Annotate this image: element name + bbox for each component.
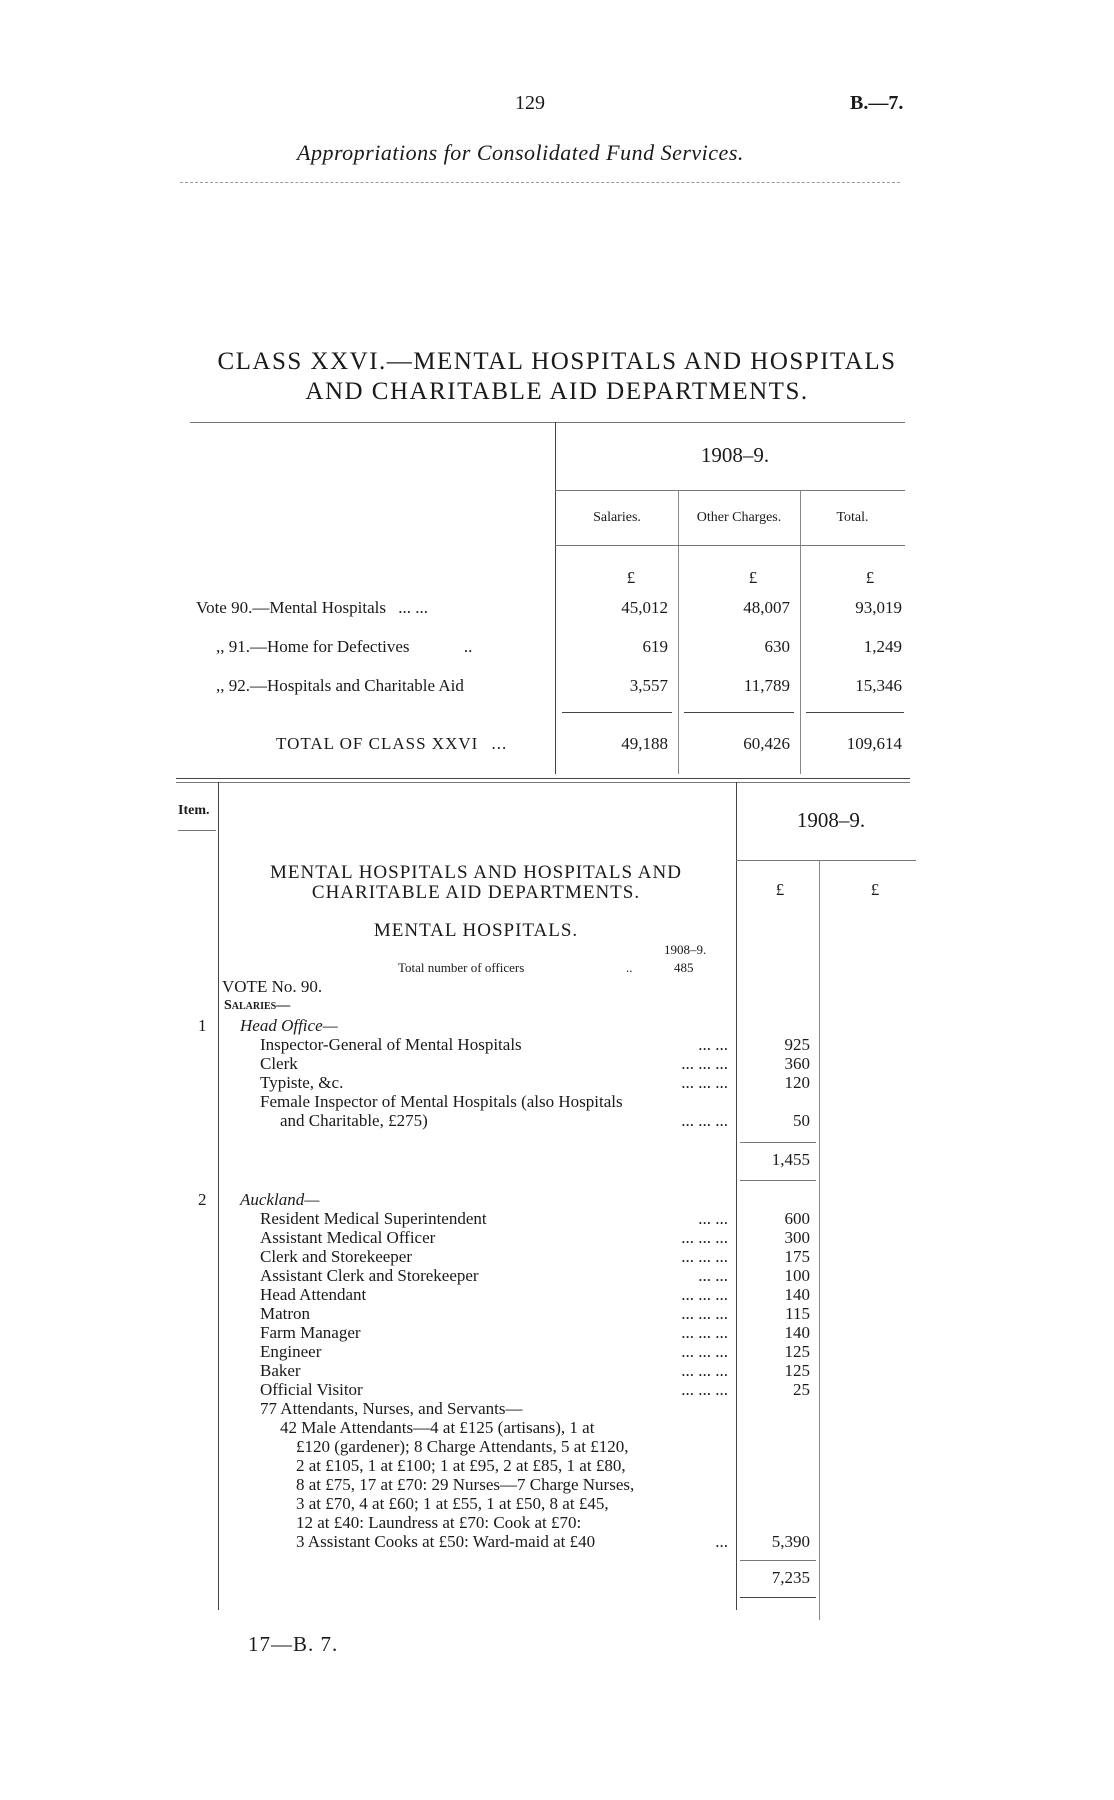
summary-row-vote-91 — [216, 637, 472, 657]
item1-subtotal: 1,455 — [771, 1150, 810, 1169]
detail-amount-subdivider — [819, 860, 820, 1620]
item1-leader: ... ... ... — [681, 1054, 728, 1073]
class-title-line2: AND CHARITABLE AID DEPARTMENTS. — [305, 378, 809, 405]
detail-currency-1: £ — [775, 880, 785, 899]
attendants-line: 8 at £75, 17 at £70: 29 Nurses—7 Charge Nurses, — [296, 1475, 635, 1494]
item2-line: Resident Medical Superintendent — [260, 1209, 487, 1228]
salaries-heading: Salaries— — [224, 998, 291, 1013]
summary-year-rule — [555, 490, 905, 491]
summary-row-total: 93,019 — [855, 598, 902, 617]
department-title-line1: MENTAL HOSPITALS AND HOSPITALS AND — [270, 862, 682, 883]
summary-total-total: 109,614 — [846, 734, 902, 753]
item2-amount: 100 — [784, 1266, 810, 1285]
detail-top-rule-2 — [176, 782, 910, 783]
item2-amount: 140 — [784, 1285, 810, 1304]
summary-row-leader: ... ... — [398, 598, 428, 617]
vote-number: VOTE No. 90. — [222, 977, 323, 996]
currency-salaries: £ — [626, 568, 636, 587]
item-column-header: Item. — [178, 803, 210, 818]
item2-leader: ... ... — [698, 1209, 728, 1228]
attendants-line: 42 Male Attendants—4 at £125 (artisans), 1 at — [280, 1418, 595, 1437]
summary-year-header: 1908–9. — [700, 443, 770, 467]
item2-leader: ... ... ... — [681, 1342, 728, 1361]
summary-divider — [555, 422, 556, 774]
item2-line: Clerk and Storekeeper — [260, 1247, 412, 1266]
item2-amount: 140 — [784, 1323, 810, 1342]
item2-line: Engineer — [260, 1342, 322, 1361]
item1-line: Clerk — [260, 1054, 298, 1073]
item1-amount: 50 — [793, 1111, 810, 1130]
item2-line: Matron — [260, 1304, 311, 1323]
summary-row-other: 630 — [764, 637, 790, 656]
department-title-line2: CHARITABLE AID DEPARTMENTS. — [311, 882, 641, 903]
summary-total-other: 60,426 — [743, 734, 790, 753]
attendants-line: 2 at £105, 1 at £100; 1 at £95, 2 at £85, 1 at £80, — [296, 1456, 626, 1475]
signature-mark: 17—B. 7. — [248, 1632, 339, 1656]
item2-line: Assistant Medical Officer — [260, 1228, 436, 1247]
item1-leader: ... ... ... — [681, 1073, 728, 1092]
attendants-line: £120 (gardener); 8 Charge Attendants, 5 at £120, — [296, 1437, 629, 1456]
summary-row-label: ,, 91.—Home for Defectives — [216, 637, 410, 656]
item1-line: and Charitable, £275) — [280, 1111, 428, 1130]
item2-amount: 125 — [784, 1361, 810, 1380]
item-heading-auckland: Auckland— — [240, 1190, 320, 1209]
item-number-1: 1 — [198, 1016, 207, 1035]
item1-subtotal-bottom-rule — [740, 1180, 816, 1181]
item2-leader: ... ... ... — [681, 1361, 728, 1380]
attendants-line: 12 at £40: Laundress at £70: Cook at £70: — [296, 1513, 582, 1532]
sum-rule-total — [806, 712, 904, 713]
summary-row-total: 15,346 — [855, 676, 902, 695]
summary-row-vote-90 — [196, 598, 428, 618]
summary-row-vote-92 — [216, 676, 464, 696]
header-rule — [180, 182, 900, 183]
attendants-heading: 77 Attendants, Nurses, and Servants— — [260, 1399, 523, 1418]
item2-subtotal: 7,235 — [771, 1568, 810, 1587]
item2-amount: 600 — [784, 1209, 810, 1228]
item1-amount: 120 — [784, 1073, 810, 1092]
sum-rule-salaries — [562, 712, 672, 713]
item1-leader: ... ... — [698, 1035, 728, 1054]
page-subtitle: Appropriations for Consolidated Fund Services. — [297, 140, 744, 165]
item1-amount: 360 — [784, 1054, 810, 1073]
attendants-amount: 5,390 — [771, 1532, 810, 1551]
item1-amount: 925 — [784, 1035, 810, 1054]
item2-amount: 300 — [784, 1228, 810, 1247]
page-number: 129 — [515, 92, 545, 114]
attendants-line: 3 Assistant Cooks at £50: Ward-maid at £40 — [296, 1532, 596, 1551]
summary-total-row — [276, 734, 507, 754]
detail-item-column-divider — [218, 782, 219, 1610]
item2-amount: 115 — [785, 1304, 810, 1323]
col-header-total: Total. — [836, 510, 869, 525]
detail-year-header: 1908–9. — [796, 808, 866, 832]
item1-line: Typiste, &c. — [260, 1073, 344, 1092]
item2-leader: ... ... ... — [681, 1285, 728, 1304]
section-title: MENTAL HOSPITALS. — [373, 920, 579, 941]
summary-total-leader: ... — [491, 734, 508, 753]
currency-total: £ — [865, 568, 875, 587]
summary-row-total: 1,249 — [863, 637, 902, 656]
officers-year: 1908–9. — [664, 942, 707, 957]
item1-line: Female Inspector of Mental Hospitals (also Hospitals — [260, 1092, 623, 1111]
detail-currency-2: £ — [870, 880, 880, 899]
class-title-line1: CLASS XXVI.—MENTAL HOSPITALS AND HOSPITALS — [217, 348, 897, 375]
attendants-leader: ... — [715, 1532, 728, 1551]
item2-subtotal-bottom-rule — [740, 1597, 816, 1598]
item2-line: Official Visitor — [260, 1380, 363, 1399]
item2-leader: ... ... ... — [681, 1380, 728, 1399]
item-header-rule — [178, 830, 216, 831]
summary-total-salaries: 49,188 — [621, 734, 668, 753]
summary-row-salaries: 45,012 — [621, 598, 668, 617]
summary-row-label: ,, 92.—Hospitals and Charitable Aid — [216, 676, 464, 695]
sum-rule-other — [684, 712, 794, 713]
detail-amount-column-divider — [736, 782, 737, 1610]
detail-year-rule — [736, 860, 916, 861]
summary-col-divider-2 — [800, 490, 801, 774]
summary-row-other: 48,007 — [743, 598, 790, 617]
summary-col-divider-1 — [678, 490, 679, 774]
item2-line: Head Attendant — [260, 1285, 367, 1304]
item2-leader: ... ... ... — [681, 1247, 728, 1266]
item-heading-head-office: Head Office— — [240, 1016, 338, 1035]
detail-top-rule — [176, 778, 910, 779]
officers-leader: .. — [626, 960, 633, 975]
summary-total-label: TOTAL OF CLASS XXVI — [276, 734, 479, 753]
summary-header-rule — [555, 545, 905, 546]
attendants-line: 3 at £70, 4 at £60; 1 at £55, 1 at £50, 8 at £45, — [296, 1494, 609, 1513]
item2-subtotal-rule — [740, 1560, 816, 1561]
item1-subtotal-rule — [740, 1142, 816, 1143]
summary-top-rule — [190, 422, 905, 423]
item1-line: Inspector-General of Mental Hospitals — [260, 1035, 522, 1054]
item2-line: Assistant Clerk and Storekeeper — [260, 1266, 479, 1285]
item2-amount: 125 — [784, 1342, 810, 1361]
item2-leader: ... ... ... — [681, 1304, 728, 1323]
document-reference: B.—7. — [850, 92, 904, 114]
item2-amount: 25 — [793, 1380, 810, 1399]
item2-line: Baker — [260, 1361, 301, 1380]
item-number-2: 2 — [198, 1190, 207, 1209]
officers-label: Total number of officers — [398, 960, 525, 975]
summary-row-label: Vote 90.—Mental Hospitals — [196, 598, 386, 617]
item2-leader: ... ... — [698, 1266, 728, 1285]
summary-row-salaries: 3,557 — [629, 676, 668, 695]
item2-line: Farm Manager — [260, 1323, 361, 1342]
officers-count: 485 — [674, 960, 694, 975]
currency-other: £ — [748, 568, 758, 587]
item2-leader: ... ... ... — [681, 1228, 728, 1247]
item1-leader: ... ... ... — [681, 1111, 728, 1130]
item2-amount: 175 — [784, 1247, 810, 1266]
summary-row-salaries: 619 — [642, 637, 668, 656]
summary-row-leader: .. — [463, 637, 473, 656]
col-header-salaries: Salaries. — [593, 510, 641, 525]
col-header-other-charges: Other Charges. — [696, 510, 782, 525]
item2-leader: ... ... ... — [681, 1323, 728, 1342]
summary-row-other: 11,789 — [743, 676, 790, 695]
